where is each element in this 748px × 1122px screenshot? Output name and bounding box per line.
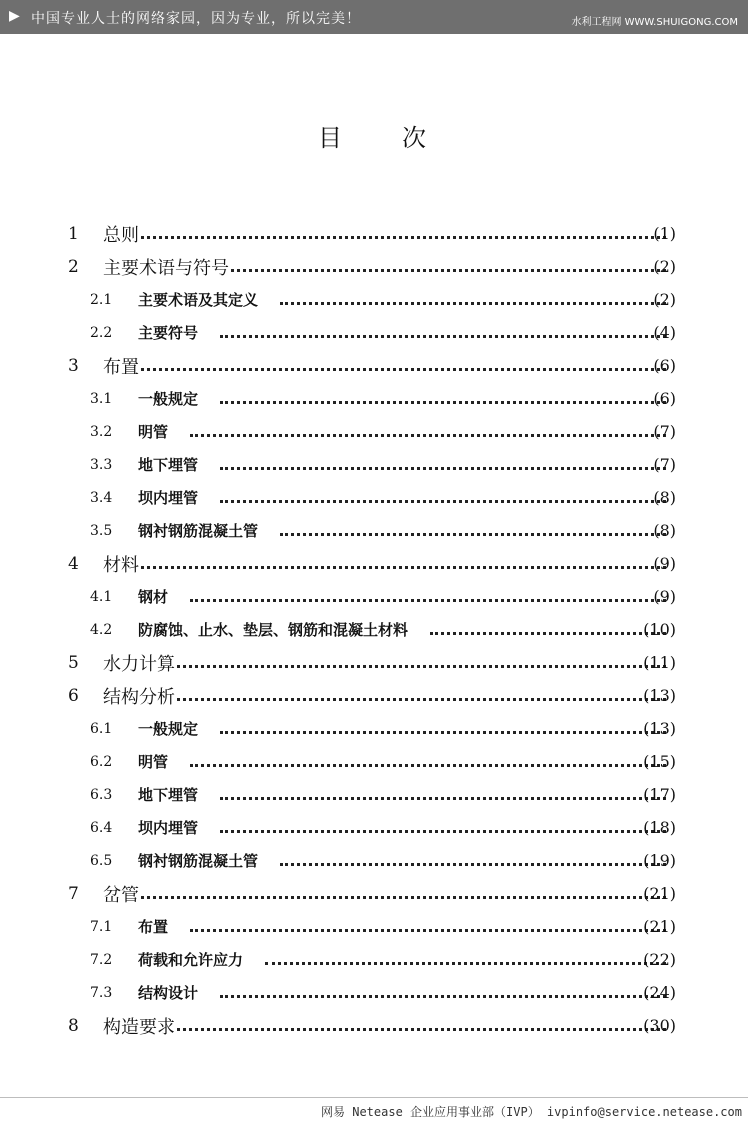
toc-entry-number: 6.3 — [90, 786, 113, 803]
toc-entry-number: 3.5 — [90, 522, 113, 539]
toc-entry[interactable] — [0, 382, 748, 415]
toc-entry-label: 布置 — [103, 356, 139, 378]
toc-entry-page: (6) — [653, 356, 676, 375]
toc-entry-page: (19) — [643, 851, 676, 870]
toc-entry-page: (17) — [643, 785, 676, 804]
toc-leader-dots — [177, 664, 666, 668]
toc-entry-label: 主要符号 — [138, 324, 199, 342]
toc-entry-body — [103, 650, 674, 676]
toc-entry-page: (8) — [653, 488, 676, 507]
toc-entry[interactable] — [0, 283, 748, 316]
toc-entry-body — [138, 916, 674, 937]
toc-entry-number: 2.1 — [90, 291, 113, 308]
toc-leader-dots — [141, 565, 666, 569]
toc-entry-page: (30) — [643, 1016, 676, 1035]
toc-entry-label: 地下埋管 — [138, 456, 199, 474]
toc-entry-label: 明管 — [138, 423, 169, 441]
toc-entry-label: 总则 — [103, 224, 139, 246]
toc-leader-dots — [280, 532, 666, 536]
toc-entry-body — [138, 421, 674, 442]
toc-entry[interactable] — [0, 580, 748, 613]
toc-entry-number: 4 — [68, 553, 79, 574]
toc-entry-page: (4) — [653, 323, 676, 342]
toc-entry-page: (13) — [643, 719, 676, 738]
toc-entry-page: (11) — [643, 653, 676, 672]
toc-leader-dots — [177, 1027, 666, 1031]
toc-entry-label: 水力计算 — [103, 653, 175, 675]
top-banner — [0, 0, 748, 34]
toc-entry-page: (13) — [643, 686, 676, 705]
footer-divider — [0, 1097, 748, 1098]
toc-entry-body — [138, 817, 674, 838]
toc-entry[interactable] — [0, 1009, 748, 1042]
toc-entry-page: (22) — [643, 950, 676, 969]
toc-entry-body — [103, 551, 674, 577]
toc-entry-label: 一般规定 — [138, 390, 199, 408]
toc-entry-label: 明管 — [138, 753, 169, 771]
toc-leader-dots — [220, 499, 666, 503]
toc-entry-label: 钢衬钢筋混凝土管 — [138, 522, 259, 540]
toc-leader-dots — [190, 433, 666, 437]
toc-entry-body — [138, 586, 674, 607]
toc-entry-number: 6.4 — [90, 819, 113, 836]
toc-entry-page: (7) — [653, 422, 676, 441]
toc-entry-body — [103, 1013, 674, 1039]
toc-entry[interactable] — [0, 481, 748, 514]
toc-leader-dots — [265, 961, 666, 965]
toc-entry-label: 防腐蚀、止水、垫层、钢筋和混凝土材料 — [138, 621, 409, 639]
toc-entry-page: (2) — [653, 290, 676, 309]
toc-entry-number: 3.2 — [90, 423, 113, 440]
toc-entry-label: 岔管 — [103, 884, 139, 906]
toc-entry-number: 3.1 — [90, 390, 113, 407]
toc-entry-body — [138, 619, 674, 640]
toc-entry-page: (21) — [643, 884, 676, 903]
toc-entry-page: (6) — [653, 389, 676, 408]
toc-entry-body — [138, 388, 674, 409]
toc-entry-number: 3 — [68, 355, 79, 376]
toc-leader-dots — [220, 334, 666, 338]
toc-leader-dots — [190, 598, 666, 602]
toc-leader-dots — [190, 928, 666, 932]
toc-entry-body — [138, 289, 674, 310]
toc-entry-number: 6.5 — [90, 852, 113, 869]
toc-entry-body — [138, 454, 674, 475]
toc-entry[interactable] — [0, 877, 748, 910]
toc-entry-body — [138, 784, 674, 805]
toc-entry[interactable] — [0, 679, 748, 712]
toc-entry-number: 3.4 — [90, 489, 113, 506]
toc-entry-page: (21) — [643, 917, 676, 936]
toc-entry[interactable] — [0, 415, 748, 448]
toc-entry-number: 1 — [68, 223, 79, 244]
toc-leader-dots — [141, 235, 666, 239]
toc-entry-label: 钢衬钢筋混凝土管 — [138, 852, 259, 870]
toc-entry-label: 结构分析 — [103, 686, 175, 708]
toc-leader-dots — [141, 367, 666, 371]
toc-entry-body — [138, 751, 674, 772]
toc-leader-dots — [190, 763, 666, 767]
toc-entry-label: 材料 — [103, 554, 139, 576]
toc-entry[interactable] — [0, 745, 748, 778]
toc-entry-page: (10) — [643, 620, 676, 639]
toc-entry[interactable] — [0, 217, 748, 250]
toc-entry[interactable] — [0, 943, 748, 976]
toc-entry-label: 一般规定 — [138, 720, 199, 738]
toc-entry[interactable] — [0, 910, 748, 943]
toc-entry-number: 8 — [68, 1015, 79, 1036]
toc-entry-label: 布置 — [138, 918, 169, 936]
footer-text: 网易 Netease 企业应用事业部（IVP） ivpinfo@service.netease.com — [321, 1105, 742, 1119]
toc-entry-number: 3.3 — [90, 456, 113, 473]
toc-entry-label: 坝内埋管 — [138, 819, 199, 837]
toc-entry[interactable] — [0, 349, 748, 382]
toc-entry-number: 6.1 — [90, 720, 113, 737]
toc-entry-body — [138, 949, 674, 970]
toc-leader-dots — [141, 895, 666, 899]
toc-entry-body — [103, 254, 674, 280]
toc-leader-dots — [220, 730, 666, 734]
toc-entry[interactable] — [0, 976, 748, 1009]
toc-entry[interactable] — [0, 613, 748, 646]
toc-entry-number: 2.2 — [90, 324, 113, 341]
banner-site-link[interactable]: 水利工程网 WWW.SHUIGONG.COM — [571, 17, 738, 28]
toc-entry-label: 构造要求 — [103, 1016, 175, 1038]
toc-entry-label: 主要术语与符号 — [103, 257, 229, 279]
page-title: 目次 — [318, 124, 486, 152]
toc-leader-dots — [220, 829, 666, 833]
toc-entry-page: (18) — [643, 818, 676, 837]
toc-entry-number: 7.3 — [90, 984, 113, 1001]
toc-entry-number: 4.2 — [90, 621, 113, 638]
toc-entry-page: (9) — [653, 554, 676, 573]
toc-entry-label: 坝内埋管 — [138, 489, 199, 507]
toc-entry[interactable] — [0, 514, 748, 547]
play-arrow-icon: ▶ — [9, 8, 20, 24]
toc-entry[interactable] — [0, 712, 748, 745]
toc-leader-dots — [220, 994, 666, 998]
toc-entry[interactable] — [0, 250, 748, 283]
toc-entry-page: (24) — [643, 983, 676, 1002]
toc-entry-page: (2) — [653, 257, 676, 276]
toc-entry-body — [103, 881, 674, 907]
toc-leader-dots — [430, 631, 666, 635]
toc-entry-number: 7 — [68, 883, 79, 904]
toc-leader-dots — [220, 466, 666, 470]
toc-entry-label: 钢材 — [138, 588, 169, 606]
toc-leader-dots — [220, 400, 666, 404]
toc-leader-dots — [220, 796, 666, 800]
toc-entry-body — [138, 982, 674, 1003]
toc-entry-body — [103, 353, 674, 379]
toc-entry-number: 6 — [68, 685, 79, 706]
toc-entry[interactable] — [0, 448, 748, 481]
toc-entry-number: 6.2 — [90, 753, 113, 770]
toc-entry-page: (1) — [653, 224, 676, 243]
toc-entry-body — [103, 683, 674, 709]
toc-entry-body — [138, 322, 674, 343]
toc-entry-page: (9) — [653, 587, 676, 606]
toc-entry[interactable] — [0, 844, 748, 877]
toc-entry-label: 荷载和允许应力 — [138, 951, 244, 969]
toc-entry-body — [138, 520, 674, 541]
toc-entry-label: 结构设计 — [138, 984, 199, 1002]
toc-entry-number: 4.1 — [90, 588, 113, 605]
toc-entry-number: 7.2 — [90, 951, 113, 968]
toc-entry[interactable] — [0, 547, 748, 580]
toc-leader-dots — [177, 697, 666, 701]
toc-entry-body — [138, 718, 674, 739]
toc-leader-dots — [280, 301, 666, 305]
toc-entry-body — [138, 850, 674, 871]
toc-entry[interactable] — [0, 316, 748, 349]
toc-entry-body — [138, 487, 674, 508]
toc-entry-label: 地下埋管 — [138, 786, 199, 804]
toc-entry-body — [103, 221, 674, 247]
toc-leader-dots — [231, 268, 666, 272]
toc-entry[interactable] — [0, 778, 748, 811]
toc-entry-number: 2 — [68, 256, 79, 277]
toc-entry-number: 7.1 — [90, 918, 113, 935]
toc-entry-number: 5 — [68, 652, 79, 673]
toc-leader-dots — [280, 862, 666, 866]
toc-entry-page: (15) — [643, 752, 676, 771]
toc-entry[interactable] — [0, 646, 748, 679]
toc-entry-label: 主要术语及其定义 — [138, 291, 259, 309]
toc-entry-page: (7) — [653, 455, 676, 474]
banner-slogan: 中国专业人士的网络家园，因为专业，所以完美！ — [31, 11, 361, 27]
toc-entry[interactable] — [0, 811, 748, 844]
toc-entry-page: (8) — [653, 521, 676, 540]
